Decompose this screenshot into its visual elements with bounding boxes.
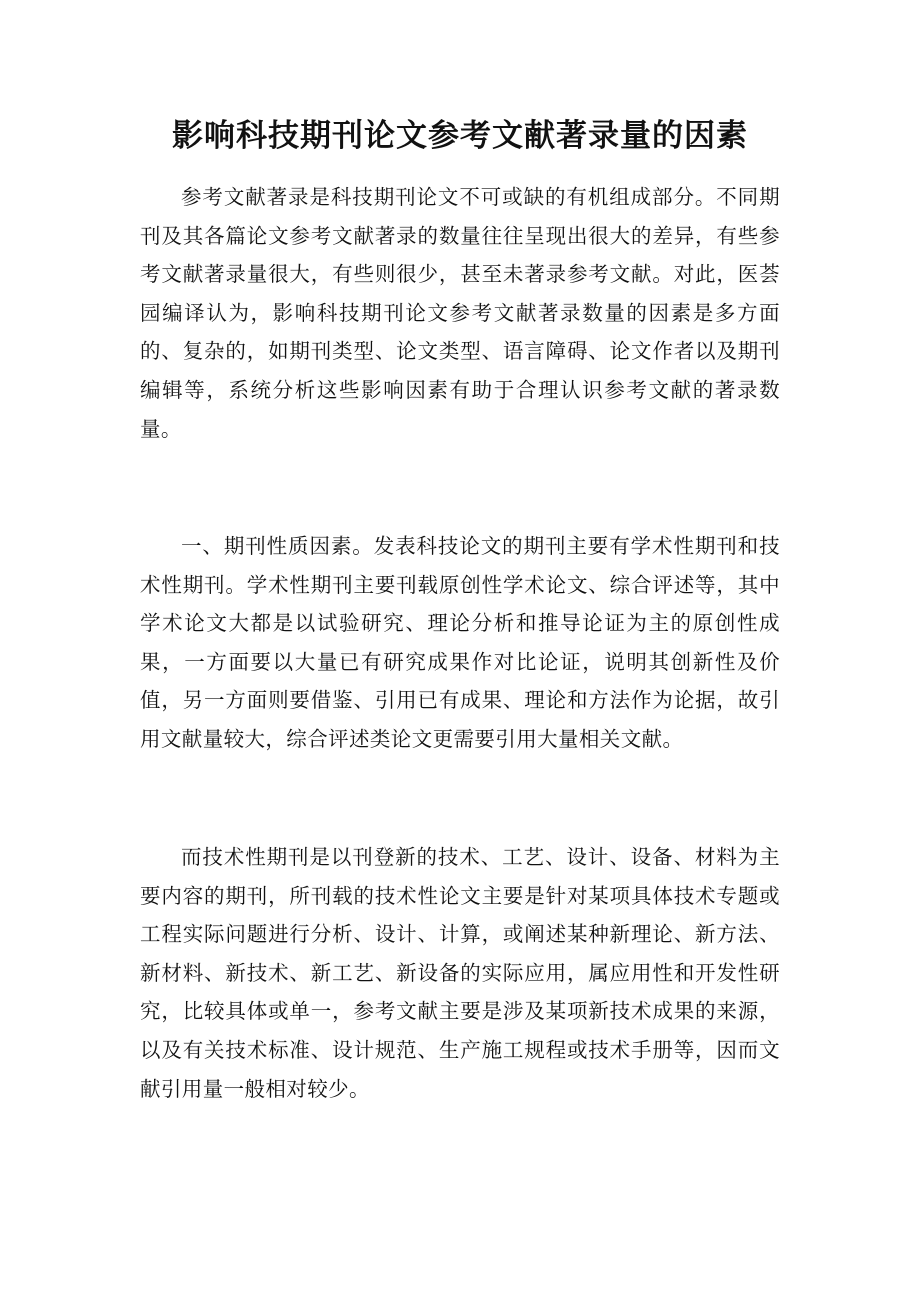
paragraph-technical-journals: 而技术性期刊是以刊登新的技术、工艺、设计、设备、材料为主要内容的期刊，所刊载的技术性论文主要是针对某项具体技术专题或工程实际问题进行分析、设计、计算，或阐述某种新理论、新方法、新材料、新技术、新工艺、新设备的实际应用，属应用性和开发性研究，比较具体或单一，参考文献主要是涉及某项新技术成果的来源，以及有关技术标准、设计规范、生产施工规程或技术手册等，因而文献引用量一般相对较少。: [140, 845, 780, 1101]
paragraph-journal-nature: 一、期刊性质因素。发表科技论文的期刊主要有学术性期刊和技术性期刊。学术性期刊主要刊载原创性学术论文、综合评述等，其中学术论文大都是以试验研究、理论分析和推导论证为主的原创性成果，一方面要以大量已有研究成果作对比论证，说明其创新性及价值，另一方面则要借鉴、引用已有成果、理论和方法作为论据，故引用文献量较大，综合评述类论文更需要引用大量相关文献。: [140, 534, 780, 751]
paragraph-intro: 参考文献著录是科技期刊论文不可或缺的有机组成部分。不同期刊及其各篇论文参考文献著录的数量往往呈现出很大的差异，有些参考文献著录量很大，有些则很少，甚至未著录参考文献。对此，医荟园编译认为，影响科技期刊论文参考文献著录数量的因素是多方面的、复杂的，如期刊类型、论文类型、语言障碍、论文作者以及期刊编辑等，系统分析这些影响因素有助于合理认识参考文献的著录数量。: [140, 185, 780, 441]
document-title: 影响科技期刊论文参考文献著录量的因素: [172, 118, 748, 154]
